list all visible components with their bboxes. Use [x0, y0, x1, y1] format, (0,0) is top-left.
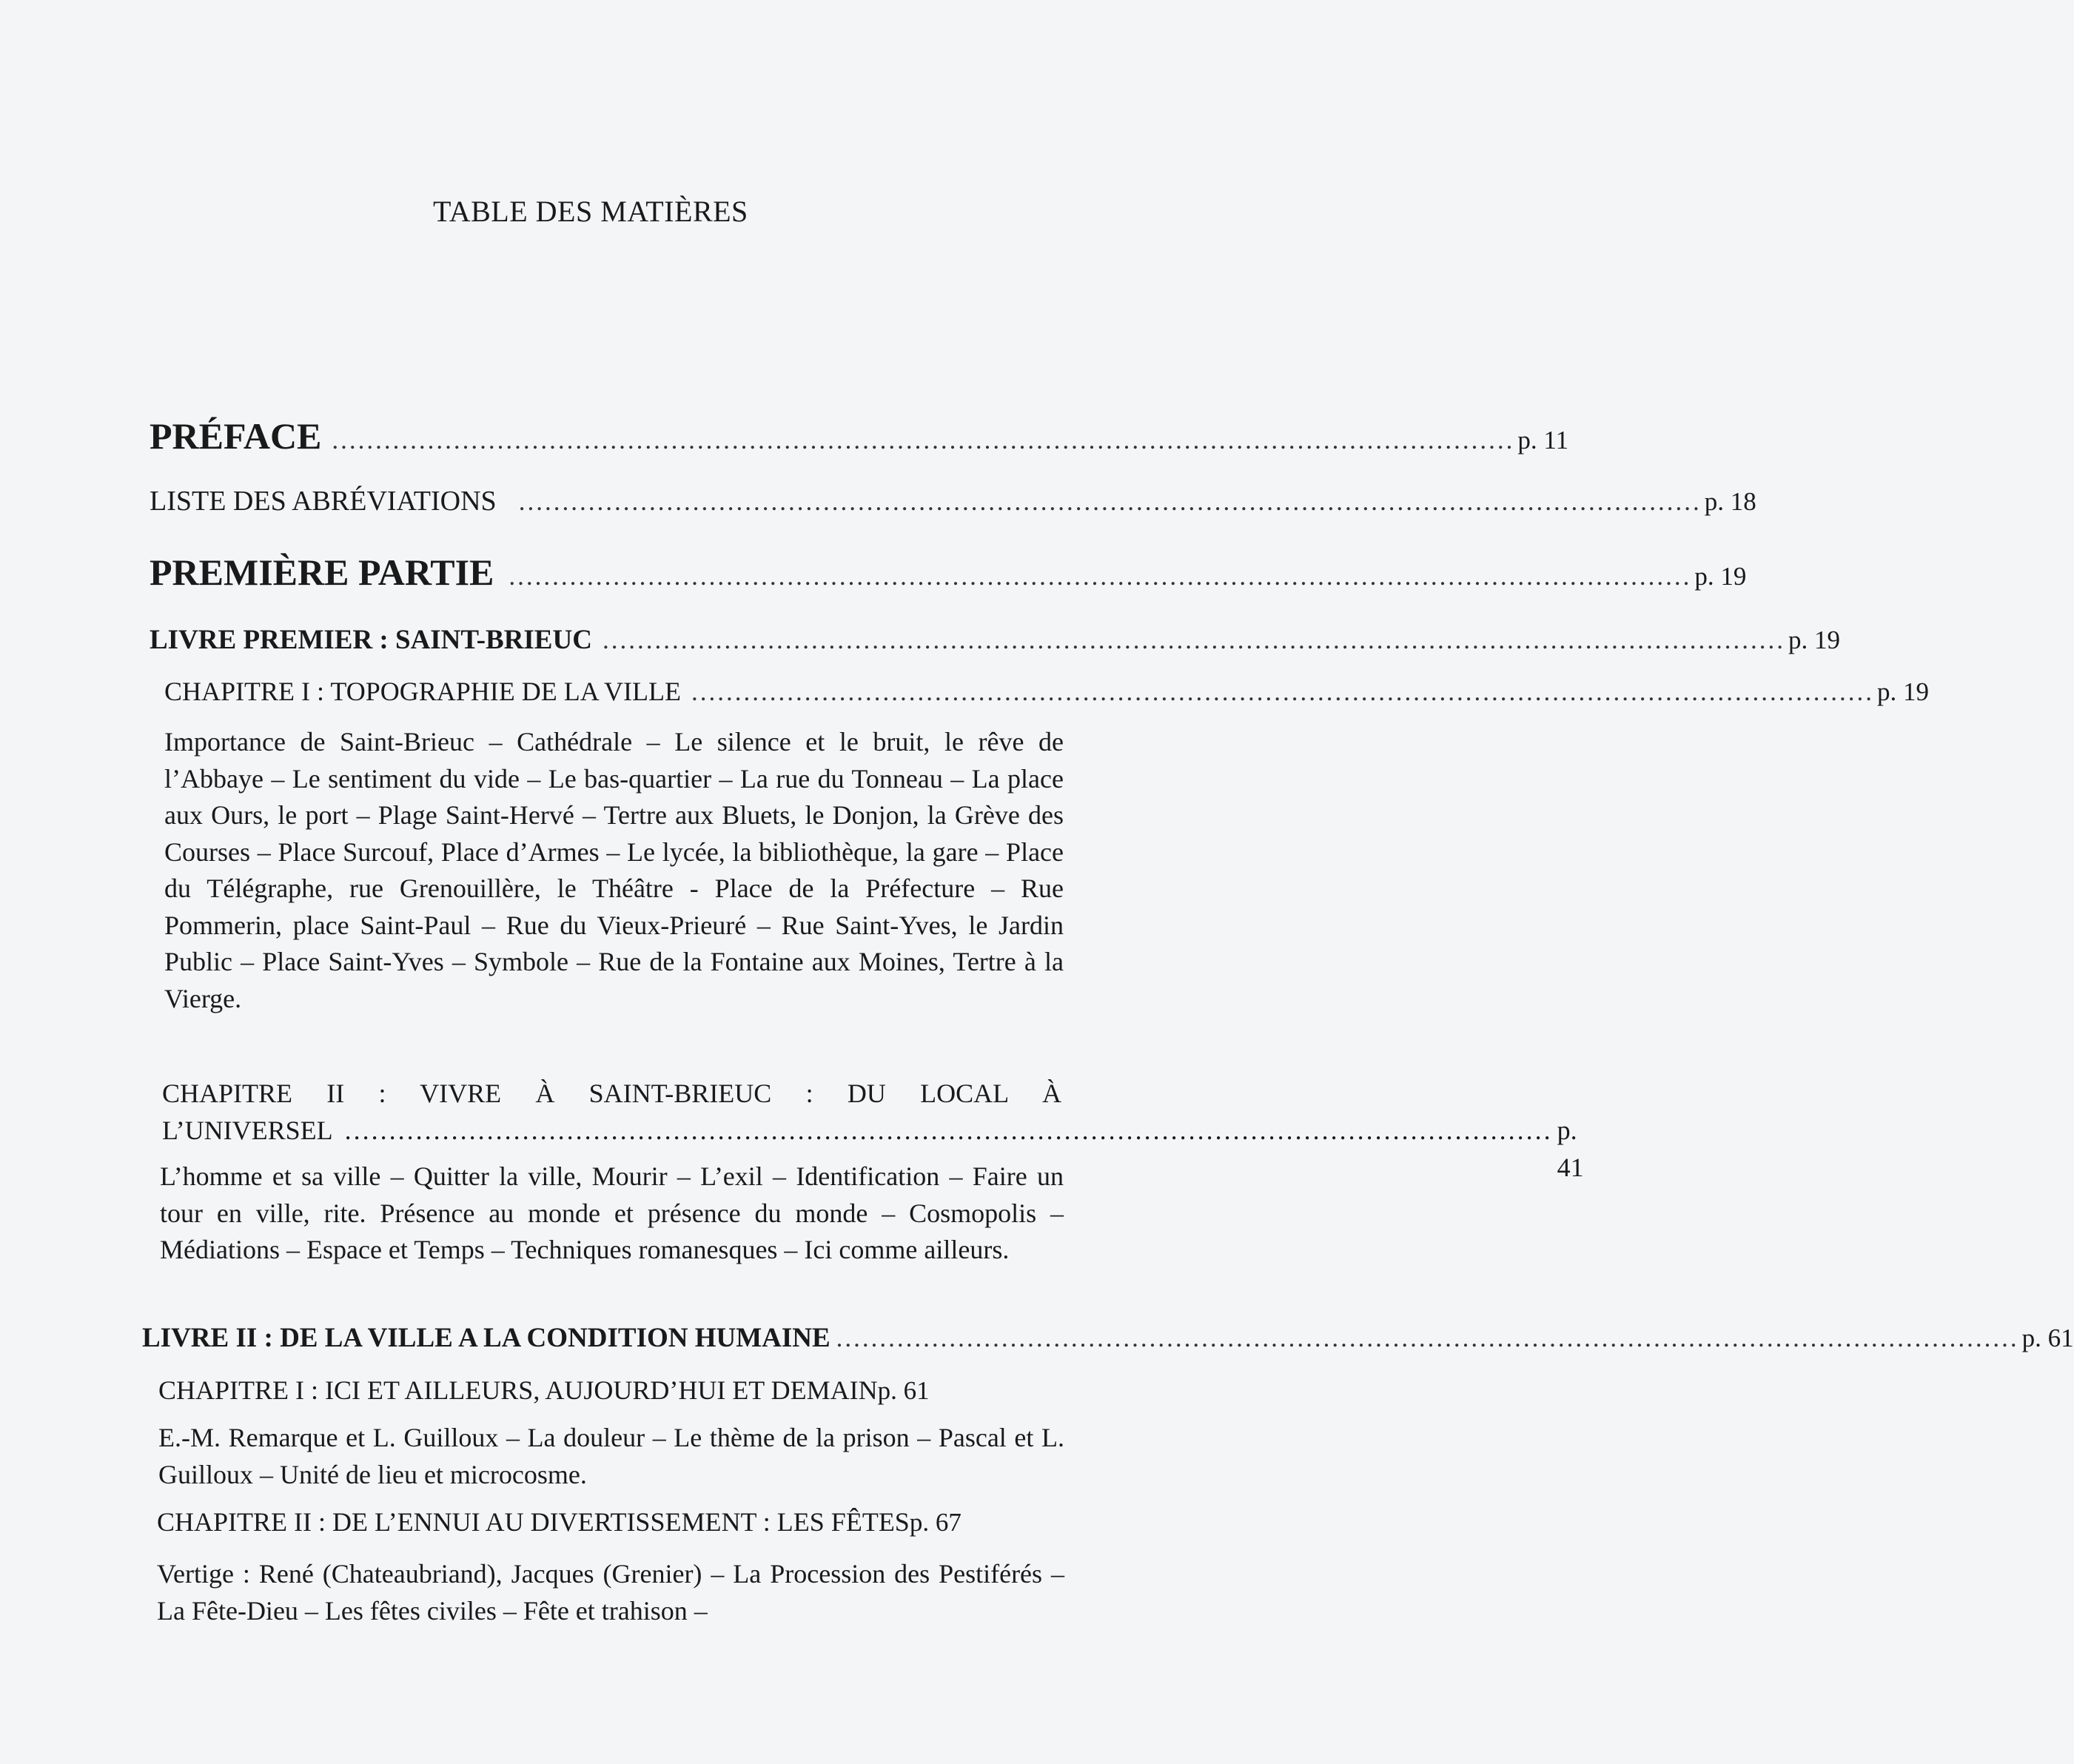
page-number: p. 11: [1517, 426, 1569, 455]
dot-leader: ........................................................................................................................................: [602, 626, 1785, 654]
toc-entry-label: PREMIÈRE PARTIE: [150, 551, 494, 593]
toc-entry-label: LIVRE II : DE LA VILLE A LA CONDITION HUMAINE: [142, 1323, 830, 1353]
toc-entry-b2-chapter-1: [158, 1375, 1069, 1406]
toc-entry-abbreviations: [150, 485, 1756, 517]
toc-entry-part-one: [150, 551, 1747, 594]
toc-entry-label: CHAPITRE II : DE L’ENNUI AU DIVERTISSEMENT : LES FÊTES: [157, 1507, 910, 1537]
page-number: p. 19: [1694, 562, 1747, 591]
page-number: p. 61: [877, 1376, 930, 1405]
dot-leader: ........................................................................................................................................: [518, 487, 1702, 516]
dot-leader: ........................................................................................................................................: [836, 1324, 2019, 1352]
dot-leader: ........................................................................................................................................: [344, 1116, 1553, 1145]
page-number: p. 19: [1788, 626, 1840, 654]
toc-entry-preface: [150, 415, 1569, 457]
page-number: p. 19: [1877, 677, 1930, 706]
page-number: p. 41: [1557, 1116, 1584, 1182]
toc-entry-book-two: [142, 1322, 2074, 1354]
toc-entry-label: CHAPITRE I : TOPOGRAPHIE DE LA VILLE: [164, 677, 682, 706]
page-number: p. 18: [1704, 487, 1756, 516]
dot-leader: ........................................................................................................................................: [691, 677, 1875, 706]
dot-leader: ........................................................................................................................................: [332, 426, 1515, 455]
toc-entry-label: PRÉFACE: [150, 415, 322, 457]
page-number: p. 67: [909, 1508, 962, 1537]
toc-entry-b1-chapter-1: [164, 676, 1930, 707]
page-title: TABLE DES MATIÈRES: [433, 195, 748, 228]
chapter-summary: L’homme et sa ville – Quitter la ville, Mourir – L’exil – Identification – Faire un tour en ville, rite. Présence au monde et présence du monde – Cosmopolis – Médiations – Espace et Temps – Techniques romanesques – Ici comme ailleurs.: [160, 1161, 1064, 1264]
chapter-summary: Vertige : René (Chateaubriand), Jacques (Grenier) – La Procession des Pestiférés – La Fête-Dieu – Les fêtes civiles – Fête et trahison –: [157, 1559, 1064, 1626]
toc-entry-label: CHAPITRE I : ICI ET AILLEURS, AUJOURD’HUI ET DEMAIN: [158, 1375, 878, 1405]
chapter-summary: Importance de Saint-Brieuc – Cathédrale – Le silence et le bruit, le rêve de l’Abbaye – Le sentiment du vide – Le bas-quartier – La rue du Tonneau – La place aux Ours, le port – Plage Saint-Hervé – Tertre aux Bluets, le Donjon, la Grève des Courses – Place Surcouf, Place d’Armes – Le lycée, la bibliothèque, la gare – Place du Télégraphe, rue Grenouillère, le Théâtre - Place de la Préfecture – Rue Pommerin, place Saint-Paul – Rue du Vieux-Prieuré – Rue Saint-Yves, le Jardin Public – Place Saint-Yves – Symbole – Rue de la Fontaine aux Moines, Tertre à la Vierge.: [164, 727, 1064, 1013]
chapter-summary: E.-M. Remarque et L. Guilloux – La douleur – Le thème de la prison – Pascal et L. Guilloux – Unité de lieu et microcosme.: [158, 1423, 1064, 1489]
toc-entry-label: CHAPITRE II : VIVRE À SAINT-BRIEUC : DU LOCAL À: [162, 1079, 1061, 1108]
toc-entry-label: LISTE DES ABRÉVIATIONS: [150, 486, 497, 517]
toc-entry-label: LIVRE PREMIER : SAINT-BRIEUC: [150, 625, 592, 655]
dot-leader: ........................................................................................................................................: [509, 562, 1692, 591]
toc-entry-book-one: [150, 624, 1840, 656]
toc-entry-b2-chapter-2: [157, 1506, 1075, 1537]
toc-entry-label: L’UNIVERSEL: [162, 1116, 333, 1145]
page-number: p. 61: [2021, 1324, 2074, 1352]
